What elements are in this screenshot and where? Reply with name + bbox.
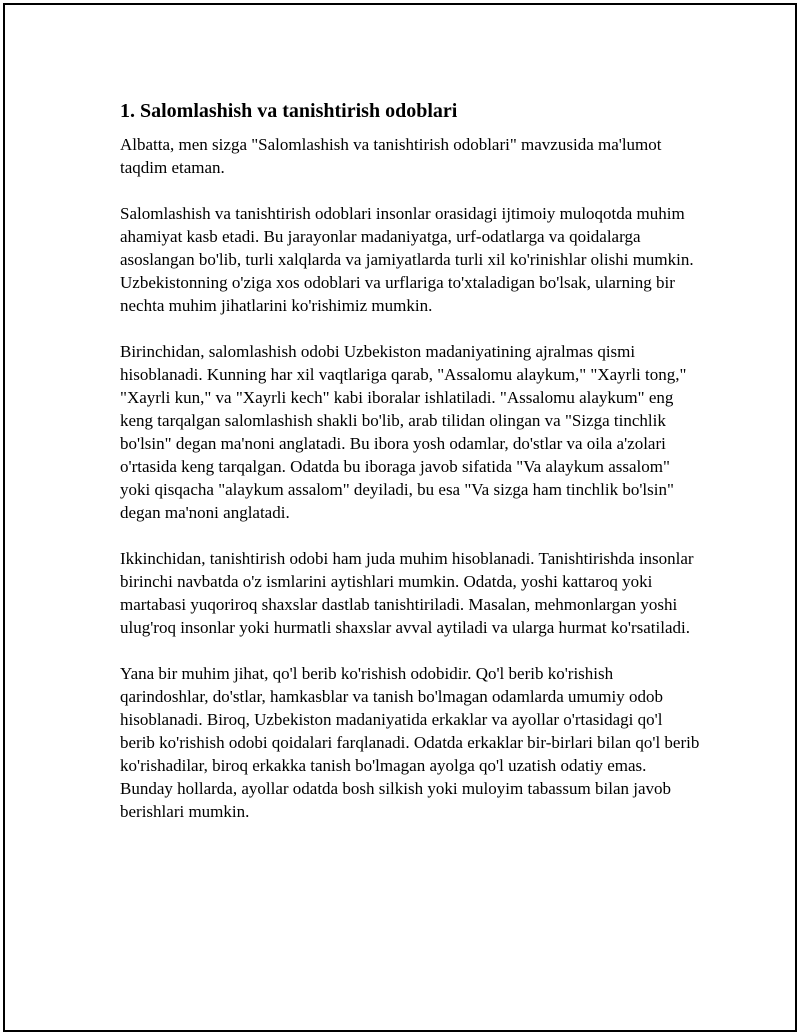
paragraph-overview: Salomlashish va tanishtirish odoblari insonlar orasidagi ijtimoiy muloqotda muhim ahamiyat kasb etadi. Bu jarayonlar madaniyatga, urf-odatlarga va qoidalarga asoslangan bo'lib, turli xalqlarda va jamiyatlarda turli xil ko'rinishlar olishi mumkin. Uzbekistonning o'ziga xos odoblari va urflariga to'xtaladigan bo'lsak, ularning bir nechta muhim jihatlarini ko'rishimiz mumkin.: [120, 204, 694, 315]
page-frame: [3, 3, 797, 1032]
paragraph-introduction-etiquette: Ikkinchidan, tanishtirish odobi ham juda muhim hisoblanadi. Tanishtirishda insonlar birinchi navbatda o'z ismlarini aytishlari mumkin. Odatda, yoshi kattaroq yoki martabasi yuqoriroq shaxslar dastlab tanishtiriladi. Masalan, mehmonlargan yoshi ulug'roq insonlar yoki hurmatli shaxslar avval aytiladi va ularga hurmat ko'rsatiladi.: [120, 549, 694, 637]
document-title: 1. Salomlashish va tanishtirish odoblari: [120, 100, 458, 122]
paragraph-greeting-etiquette: Birinchidan, salomlashish odobi Uzbekiston madaniyatining ajralmas qismi hisoblanadi. Kunning har xil vaqtlariga qarab, "Assalomu alaykum," "Xayrli tong," "Xayrli kun," va "Xayrli kech" kabi iboralar ishlatiladi. "Assalomu alaykum" eng keng tarqalgan salomlashish shakli bo'lib, arab tilidan olingan va "Sizga tinchlik bo'lsin" degan ma'noni anglatadi. Bu ibora yosh odamlar, do'stlar va oila a'zolari o'rtasida keng tarqalgan. Odatda bu iboraga javob sifatida "Va alaykum assalom" yoki qisqacha "alaykum assalom" deyiladi, bu esa "Va sizga ham tinchlik bo'lsin" degan ma'noni anglatadi.: [120, 342, 687, 522]
paragraph-handshake-etiquette: Yana bir muhim jihat, qo'l berib ko'rishish odobidir. Qo'l berib ko'rishish qarindoshlar, do'stlar, hamkasblar va tanish bo'lmagan odamlarda umumiy odob hisoblanadi. Biroq, Uzbekiston madaniyatida erkaklar va ayollar o'rtasidagi qo'l berib ko'rishish odobi qoidalari farqlanadi. Odatda erkaklar bir-birlari bilan qo'l berib ko'rishadilar, biroq erkakka tanish bo'lmagan ayolga qo'l uzatish odatiy emas. Bunday hollarda, ayollar odatda bosh silkish yoki muloyim tabassum bilan javob berishlari mumkin.: [120, 664, 700, 821]
document-body: [120, 99, 700, 846]
paragraph-intro: Albatta, men sizga "Salomlashish va tanishtirish odoblari" mavzusida ma'lumot taqdim etaman.: [120, 135, 662, 177]
